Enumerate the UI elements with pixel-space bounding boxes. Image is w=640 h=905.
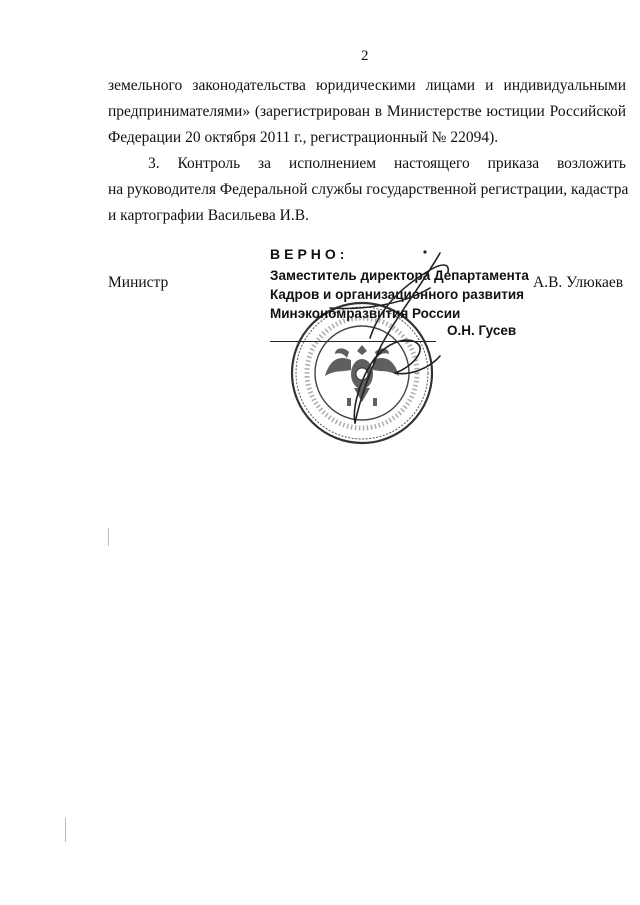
paragraph-regulation-reference xyxy=(108,73,626,151)
paragraph-control-clause xyxy=(108,151,629,229)
paragraph-line: Федерации 20 октября 2011 г., регистрационный № 22094). xyxy=(108,129,499,146)
scan-artifact xyxy=(65,818,66,842)
scan-artifact xyxy=(108,528,109,546)
signatory-name: А.В. Улюкаев xyxy=(533,274,624,291)
signatory-title: Министр xyxy=(108,274,169,291)
page-number: 2 xyxy=(361,48,369,64)
paragraph-line: и картографии Васильева И.В. xyxy=(108,207,309,224)
certifier-name: О.Н. Гусев xyxy=(447,323,517,338)
certifier-position-line: Кадров и организационного развития xyxy=(270,287,525,302)
paragraph-line: на руководителя Федеральной службы государственной регистрации, кадастра xyxy=(108,181,629,198)
paragraph-line: 3. Контроль за исполнением настоящего приказа возложить xyxy=(148,155,626,172)
paragraph-line: предпринимателями» (зарегистрирован в Министерстве юстиции Российской xyxy=(108,103,626,120)
certification-heading: ВЕРНО: xyxy=(270,246,349,262)
certifier-position-line: Минэкономразвития России xyxy=(270,306,461,321)
certifier-position-line: Заместитель директора Департамента xyxy=(270,268,529,283)
handwritten-signature-icon xyxy=(300,248,500,438)
paragraph-line: земельного законодательства юридическими лицами и индивидуальными xyxy=(108,77,626,94)
